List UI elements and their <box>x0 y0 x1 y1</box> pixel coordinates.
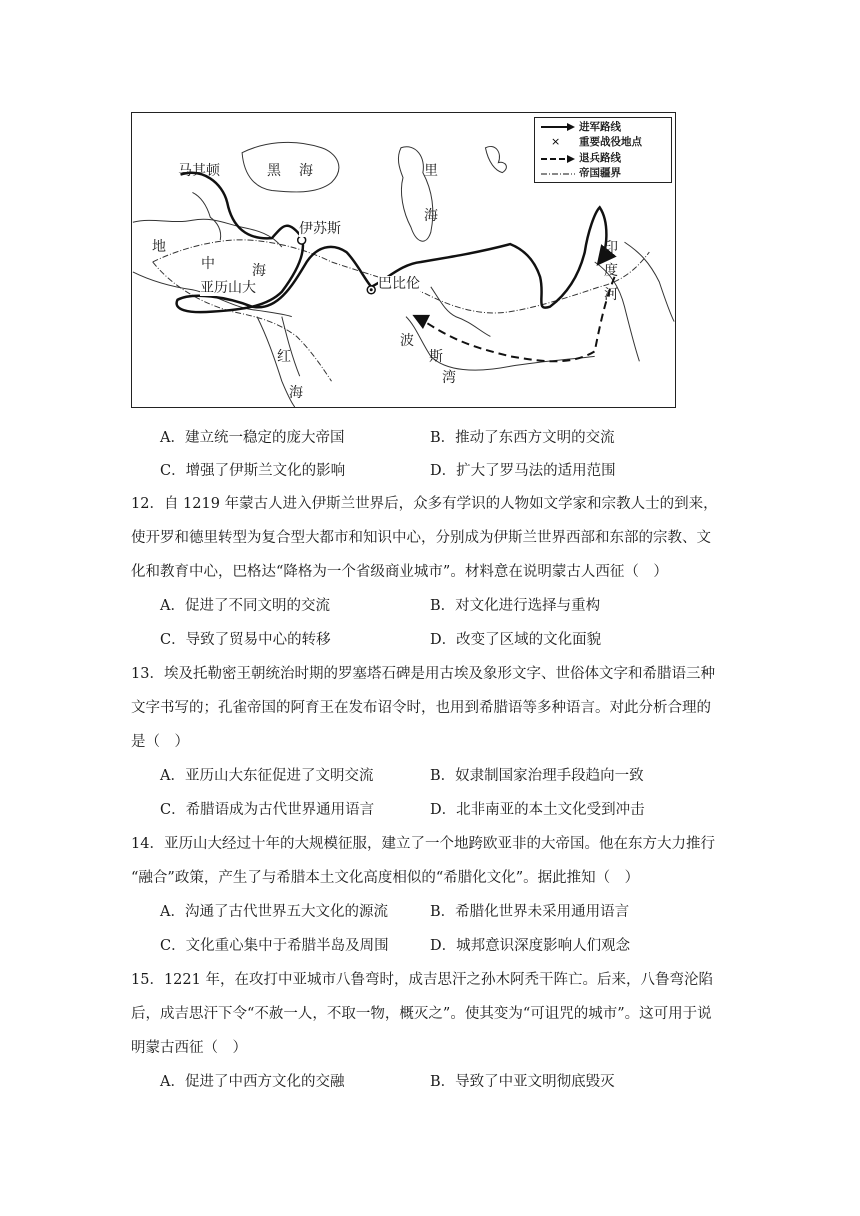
label-indus-2: 度 <box>604 263 618 279</box>
q12-option-d: D．改变了区域的文化面貌 <box>430 632 602 648</box>
label-black-sea-1: 黑 <box>267 163 281 179</box>
q15-stem-line-3: 明蒙古西征（ ） <box>131 1040 247 1056</box>
label-med-2: 中 <box>201 256 215 272</box>
label-med-1: 地 <box>152 239 166 255</box>
svg-text:×: × <box>551 135 561 148</box>
q14-option-b: B．希腊化世界未采用通用语言 <box>430 904 630 920</box>
q13-stem-line-1: 13．埃及托勒密王朝统治时期的罗塞塔石碑是用古埃及象形文字、世俗体文字和希腊语三种 <box>131 666 715 682</box>
q14-option-c: C．文化重心集中于希腊半岛及周围 <box>160 938 389 954</box>
q11-option-d: D．扩大了罗马法的适用范围 <box>430 463 616 479</box>
q12-stem-line-3: 化和教育中心，巴格达“降格为一个省级商业城市”。材料意在说明蒙古人西征（ ） <box>131 564 668 580</box>
label-persian-2: 斯 <box>429 349 443 365</box>
q12-option-a: A．促进了不同文明的交流 <box>160 598 330 614</box>
q15-option-b: B．导致了中亚文明彻底毁灭 <box>430 1074 615 1090</box>
label-caspian-2: 海 <box>424 208 438 224</box>
q12-stem-line-2: 使开罗和德里转型为复合型大都市和知识中心，分别成为伊斯兰世界西部和东部的宗教、文 <box>131 530 711 546</box>
q15-stem-line-1: 15．1221 年，在攻打中亚城市八鲁弯时，成吉思汗之孙木阿秃干阵亡。后来，八鲁弯沦陷 <box>131 972 713 988</box>
q13-stem-line-2: 文字书写的；孔雀帝国的阿育王在发布诏令时，也用到希腊语等多种语言。对此分析合理的 <box>131 700 711 716</box>
label-persian-1: 波 <box>400 333 414 349</box>
q14-option-d: D．城邦意识深度影响人们观念 <box>430 938 631 954</box>
q15-option-a: A．促进了中西方文化的交融 <box>160 1074 345 1090</box>
q15-stem-line-2: 后，成吉思汗下令“不赦一人，不取一物，概灭之”。使其变为“可诅咒的城市”。这可用于说 <box>131 1006 712 1022</box>
q14-option-a: A．沟通了古代世界五大文化的源流 <box>160 904 388 920</box>
label-indus-1: 印 <box>604 240 618 256</box>
q14-stem-line-1: 14．亚历山大经过十年的大规模征服，建立了一个地跨欧亚非的大帝国。他在东方大力推行 <box>131 836 715 852</box>
retreat-route <box>416 277 615 361</box>
label-alexandria: 亚历山大 <box>200 280 256 296</box>
map-figure <box>131 112 676 408</box>
q12-option-c: C．导致了贸易中心的转移 <box>160 632 331 648</box>
q12-option-b: B．对文化进行选择与重构 <box>430 598 601 614</box>
q13-option-c: C．希腊语成为古代世界通用语言 <box>160 802 375 818</box>
q11-option-c: C．增强了伊斯兰文化的影响 <box>160 463 346 479</box>
label-persian-3: 湾 <box>442 370 456 386</box>
q14-stem-line-2: “融合”政策，产生了与希腊本土文化高度相似的“希腊化文化”。据此推知（ ） <box>131 870 640 886</box>
label-red-sea-2: 海 <box>289 385 303 401</box>
label-indus-3: 河 <box>604 287 618 303</box>
label-med-3: 海 <box>252 263 266 279</box>
q12-stem-line-1: 12．自 1219 年蒙古人进入伊斯兰世界后，众多有学识的人物如文学家和宗教人士的到来， <box>131 496 718 512</box>
label-red-sea-1: 红 <box>277 349 291 365</box>
q11-option-b: B．推动了东西方文明的交流 <box>430 430 615 446</box>
q13-option-d: D．北非南亚的本土文化受到冲击 <box>430 802 645 818</box>
legend-advance: 进军路线 <box>579 121 621 133</box>
legend-border: 帝国疆界 <box>579 167 621 179</box>
issus-marker <box>298 236 306 244</box>
legend-battle: 重要战役地点 <box>579 136 642 148</box>
q13-stem-line-3: 是（ ） <box>131 734 189 750</box>
label-macedon: 马其顿 <box>178 163 220 179</box>
label-babylon: 巴比伦 <box>378 276 420 292</box>
legend-retreat: 退兵路线 <box>579 152 621 164</box>
map-legend <box>534 117 672 183</box>
label-black-sea-2: 海 <box>299 163 313 179</box>
q11-option-a: A．建立统一稳定的庞大帝国 <box>160 430 345 446</box>
q13-option-a: A．亚历山大东征促进了文明交流 <box>160 768 374 784</box>
label-caspian-1: 里 <box>424 163 438 179</box>
label-issus: 伊苏斯 <box>299 221 341 237</box>
q13-option-b: B．奴隶制国家治理手段趋向一致 <box>430 768 644 784</box>
